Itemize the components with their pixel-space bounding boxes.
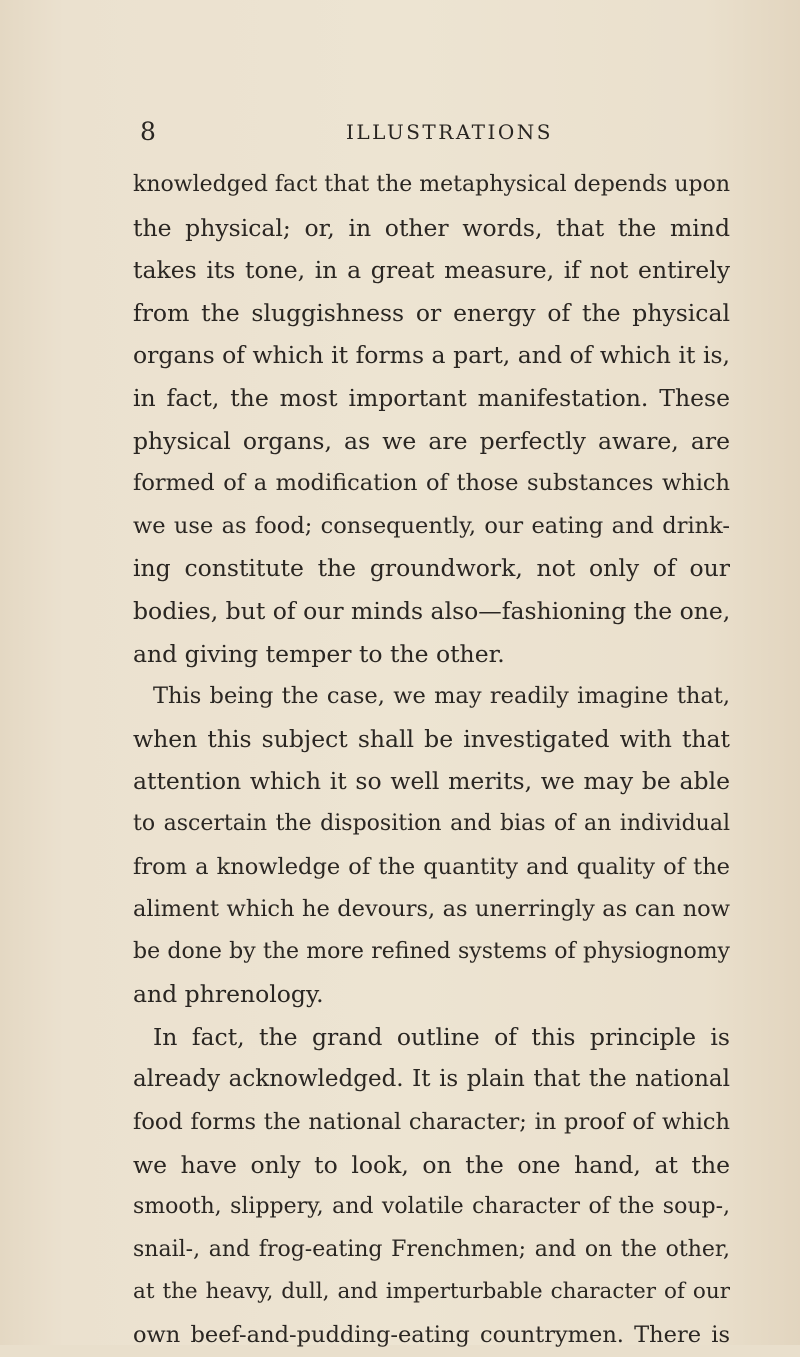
text-line: in fact, the most important manifestation. These [133, 383, 730, 412]
text-line: snail-, and frog-eating Frenchmen; and on the other, [133, 1236, 730, 1262]
text-line: This being the case, we may readily imagine that, [153, 683, 730, 710]
text-line: own beef-and-pudding-eating countrymen. There is [133, 1322, 730, 1349]
text-line: In fact, the grand outline of this principle is [153, 1022, 730, 1051]
text-line: takes its tone, in a great measure, if not entirely [133, 256, 730, 285]
text-line: to ascertain the disposition and bias of an individual [133, 810, 730, 836]
text-line: at the heavy, dull, and imperturbable character of our [133, 1279, 730, 1305]
running-head: ILLUSTRATIONS [346, 120, 554, 144]
body-text [133, 164, 730, 1357]
text-line: ing constitute the groundwork, not only of our [133, 554, 730, 583]
page-header [140, 114, 730, 150]
text-line: we use as food; consequently, our eating and drink- [133, 512, 730, 539]
text-line: attention which it so well merits, we may be able [133, 767, 730, 796]
text-line: from the sluggishness or energy of the physical [133, 298, 730, 327]
text-line: aliment which he devours, as unerringly as can now [133, 896, 730, 923]
text-line: from a knowledge of the quantity and quality of the [133, 853, 730, 880]
text-line: already acknowledged. It is plain that the national [133, 1066, 730, 1093]
text-line: we have only to look, on the one hand, at the [133, 1150, 730, 1179]
text-line: knowledged fact that the metaphysical depends upon [133, 172, 730, 197]
text-line: and giving temper to the other. [133, 639, 505, 668]
text-line: physical organs, as we are perfectly aware, are [133, 426, 730, 455]
text-line: and phrenology. [133, 980, 324, 1009]
page-number: 8 [140, 117, 156, 146]
text-line: the physical; or, in other words, that the mind [133, 213, 730, 242]
text-line: smooth, slippery, and volatile character of the soup-, [133, 1194, 730, 1220]
text-line: bodies, but of our minds also—fashioning the one, [133, 596, 730, 625]
text-line: food forms the national character; in proof of which [133, 1109, 730, 1136]
text-line: be done by the more refined systems of physiognomy [133, 938, 730, 964]
text-line: when this subject shall be investigated with that [133, 724, 730, 753]
text-line: formed of a modification of those substances which [133, 470, 730, 497]
text-line: organs of which it forms a part, and of which it is, [133, 341, 730, 370]
